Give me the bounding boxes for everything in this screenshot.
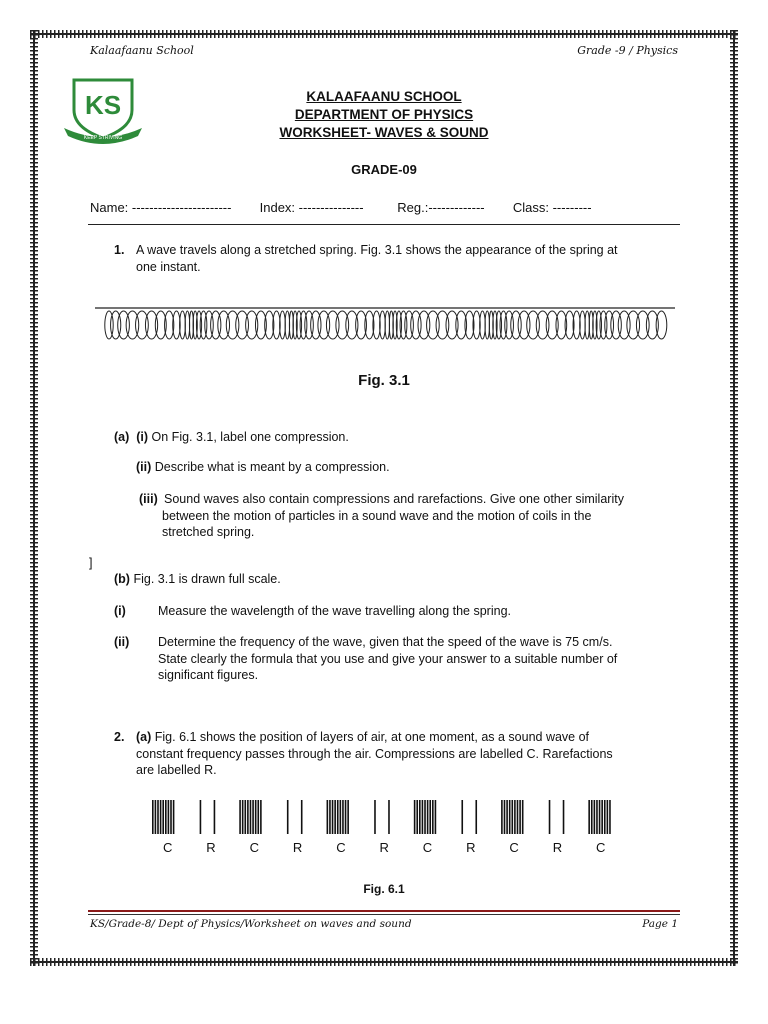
fig-3-1-caption: Fig. 3.1: [358, 372, 410, 389]
footer-rule-red: [88, 910, 680, 912]
q1-b: (b) Fig. 3.1 is drawn full scale.: [114, 572, 281, 586]
compression-label: C: [249, 840, 259, 855]
index-field[interactable]: Index: ---------------: [259, 200, 364, 215]
spring-figure: [95, 304, 675, 346]
q1-b-ii-text: Determine the frequency of the wave, given that the speed of the wave is 75 cm/s. State clearly the formula that you use and give your answer to a suitable number of significant figures.: [158, 635, 618, 682]
q1-a-iii-label: (iii): [139, 492, 158, 506]
name-field[interactable]: Name: -----------------------: [90, 200, 232, 215]
footer-document-id: KS/Grade-8/ Dept of Physics/Worksheet on waves and sound: [90, 918, 412, 930]
q1-a-i: (a) (i) On Fig. 3.1, label one compression.: [114, 430, 349, 444]
document-title: [0, 88, 768, 142]
info-divider: [88, 224, 680, 225]
page-border-top: [30, 30, 738, 38]
q1-b-ii-label: (ii): [114, 635, 130, 649]
page-border-bottom: [30, 958, 738, 966]
q1-a-iii-text: Sound waves also contain compressions and rarefactions. Give one other similarity: [164, 492, 624, 506]
rarefaction-label: R: [292, 840, 303, 855]
header-grade-subject: Grade -9 / Physics: [577, 44, 678, 57]
stray-bracket: ]: [89, 556, 93, 570]
rarefaction-label: R: [466, 840, 476, 855]
q1-a-iii-cont: between the motion of particles in a sound wave and the motion of coils in the stretched spring.: [162, 508, 592, 539]
footer-page-number: Page 1: [642, 918, 678, 930]
q1-text: A wave travels along a stretched spring. Fig. 3.1 shows the appearance of the spring at one instant.: [136, 243, 618, 274]
compression-label: C: [509, 840, 519, 855]
grade-heading: GRADE-09: [351, 162, 417, 177]
compression-label: C: [163, 840, 173, 855]
rarefaction-label: R: [552, 840, 563, 855]
q1-b-i-label: (i): [114, 604, 126, 618]
logo-initials: KS: [84, 90, 122, 120]
header-school: Kalaafaanu School: [90, 44, 194, 57]
compression-label: C: [336, 840, 346, 855]
q2-text: (a) Fig. 6.1 shows the position of layers of air, at one moment, as a sound wave of constant frequency passes through the air. Compressions are labelled C. Rarefactions are labelled R.: [136, 730, 613, 777]
logo-motto: KEEP STRIVING: [83, 135, 123, 141]
student-info-line: [90, 200, 592, 215]
title-worksheet: WORKSHEET- WAVES & SOUND: [279, 125, 489, 140]
title-department: DEPARTMENT OF PHYSICS: [294, 107, 474, 122]
compression-label: C: [422, 840, 433, 855]
rarefaction-label: R: [379, 840, 389, 855]
reg-field[interactable]: Reg.:-------------: [397, 200, 485, 215]
q1-b-i-text: Measure the wavelength of the wave travelling along the spring.: [158, 604, 511, 618]
title-school: KALAAFAANU SCHOOL: [306, 89, 462, 104]
class-field[interactable]: Class: ---------: [512, 200, 592, 215]
fig-6-1-caption: Fig. 6.1: [363, 882, 405, 896]
rarefaction-label: R: [206, 840, 216, 855]
q1-a-ii: (ii) Describe what is meant by a compression.: [136, 460, 390, 474]
q1-number: 1.: [114, 243, 125, 257]
footer-rule: [88, 914, 680, 915]
q2-number: 2.: [114, 730, 125, 744]
air-layers-figure: [148, 800, 628, 836]
compression-label: C: [596, 840, 606, 855]
